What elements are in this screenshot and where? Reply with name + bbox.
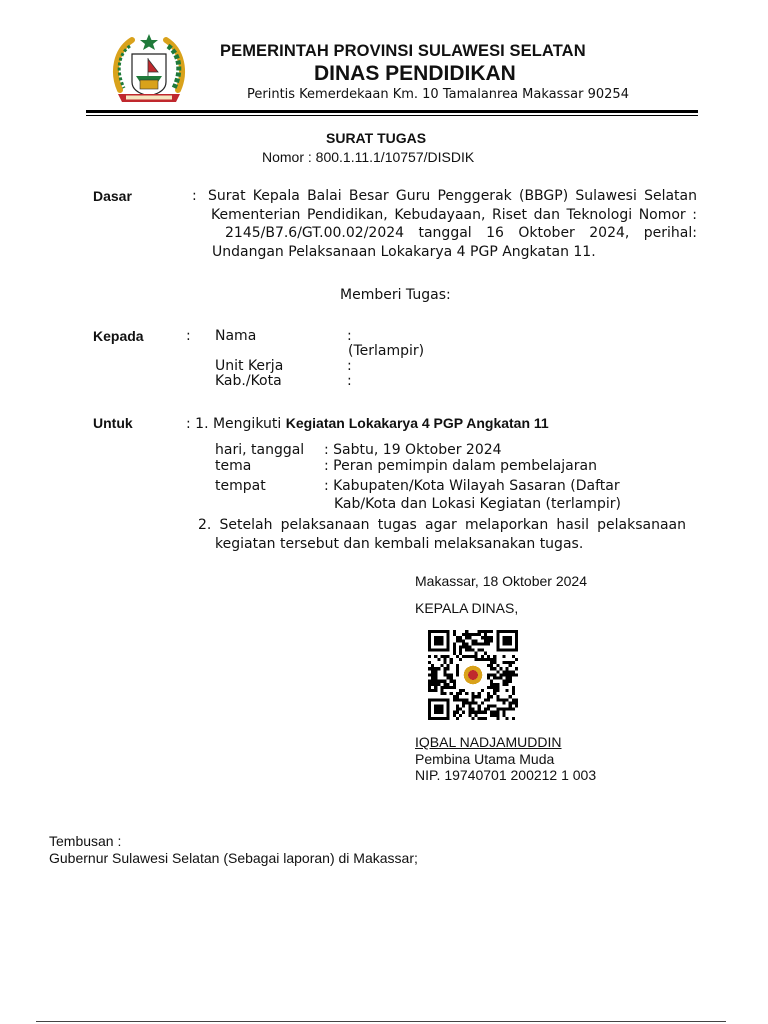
dasar-line: Undangan Pelaksanaan Lokakarya 4 PGP Angkatan 11.: [212, 243, 596, 260]
dasar-line: 2145/B7.6/GT.00.02/2024 tanggal 16 Oktober 2024, perihal:: [225, 225, 697, 241]
dasar-line: Surat Kepala Balai Besar Guru Penggerak (BBGP) Sulawesi Selatan: [208, 188, 697, 204]
detail-value-hari: : Sabtu, 19 Oktober 2024: [324, 442, 502, 458]
kepada-colon: :: [186, 328, 191, 344]
signer-nip: NIP. 19740701 200212 1 003: [415, 767, 597, 783]
agency-address: Perintis Kemerdekaan Km. 10 Tamalanrea Makassar 90254: [247, 87, 629, 102]
untuk-item-2-line: 2. Setelah pelaksanaan tugas agar melaporkan hasil pelaksanaan: [198, 517, 686, 533]
untuk-item-1-prefix: : 1. Mengikuti: [186, 416, 286, 432]
document-number: Nomor : 800.1.11.1/10757/DISDIK: [262, 149, 475, 165]
detail-value-tema: : Peran pemimpin dalam pembelajaran: [324, 458, 597, 474]
government-name: PEMERINTAH PROVINSI SULAWESI SELATAN: [220, 42, 586, 60]
page-bottom-rule: [36, 1021, 726, 1022]
field-colon: :: [347, 328, 352, 344]
signer-name: IQBAL NADJAMUDDIN: [415, 734, 562, 750]
detail-label-tempat: tempat: [215, 478, 266, 494]
dasar-line: Kementerian Pendidikan, Kebudayaan, Riset dan Teknologi Nomor :: [211, 206, 697, 223]
field-colon: :: [347, 358, 352, 374]
untuk-label: Untuk: [93, 415, 133, 431]
activity-name: Kegiatan Lokakarya 4 PGP Angkatan 11: [285, 415, 549, 431]
provincial-emblem-icon: [110, 32, 188, 108]
letterhead-rule-thin: [86, 115, 698, 116]
detail-value-tempat: : Kabupaten/Kota Wilayah Sasaran (Daftar: [324, 478, 620, 494]
untuk-item-2-line: kegiatan tersebut dan kembali melaksanakan tugas.: [215, 535, 584, 552]
untuk-item-2: [198, 516, 686, 553]
kepada-value: (Terlampir): [348, 343, 425, 359]
signer-rank: Pembina Utama Muda: [415, 751, 555, 767]
dasar-colon: :: [192, 188, 197, 204]
place-date: Makassar, 18 Oktober 2024: [415, 573, 587, 589]
detail-label-tema: tema: [215, 458, 252, 474]
tembusan-item: Gubernur Sulawesi Selatan (Sebagai laporan) di Makassar;: [49, 850, 418, 866]
signer-position: KEPALA DINAS,: [415, 600, 519, 616]
detail-label-hari: hari, tanggal: [215, 442, 305, 458]
qr-code-icon: [428, 630, 518, 720]
field-label-unit-kerja: Unit Kerja: [215, 358, 284, 374]
untuk-item-1: [186, 415, 549, 432]
field-label-nama: Nama: [215, 328, 257, 344]
field-label-kab-kota: Kab./Kota: [215, 373, 282, 389]
letterhead-rule-thick: [86, 110, 698, 113]
agency-name: DINAS PENDIDIKAN: [314, 62, 516, 85]
kepada-label: Kepada: [93, 328, 144, 344]
tembusan-label: Tembusan :: [49, 833, 122, 849]
detail-value-tempat-cont: Kab/Kota dan Lokasi Kegiatan (terlampir): [334, 496, 621, 512]
dasar-text: [208, 187, 697, 261]
document-title: SURAT TUGAS: [326, 130, 427, 146]
field-colon: :: [347, 373, 352, 389]
dasar-label: Dasar: [93, 188, 132, 204]
memberi-tugas: Memberi Tugas:: [340, 287, 451, 303]
